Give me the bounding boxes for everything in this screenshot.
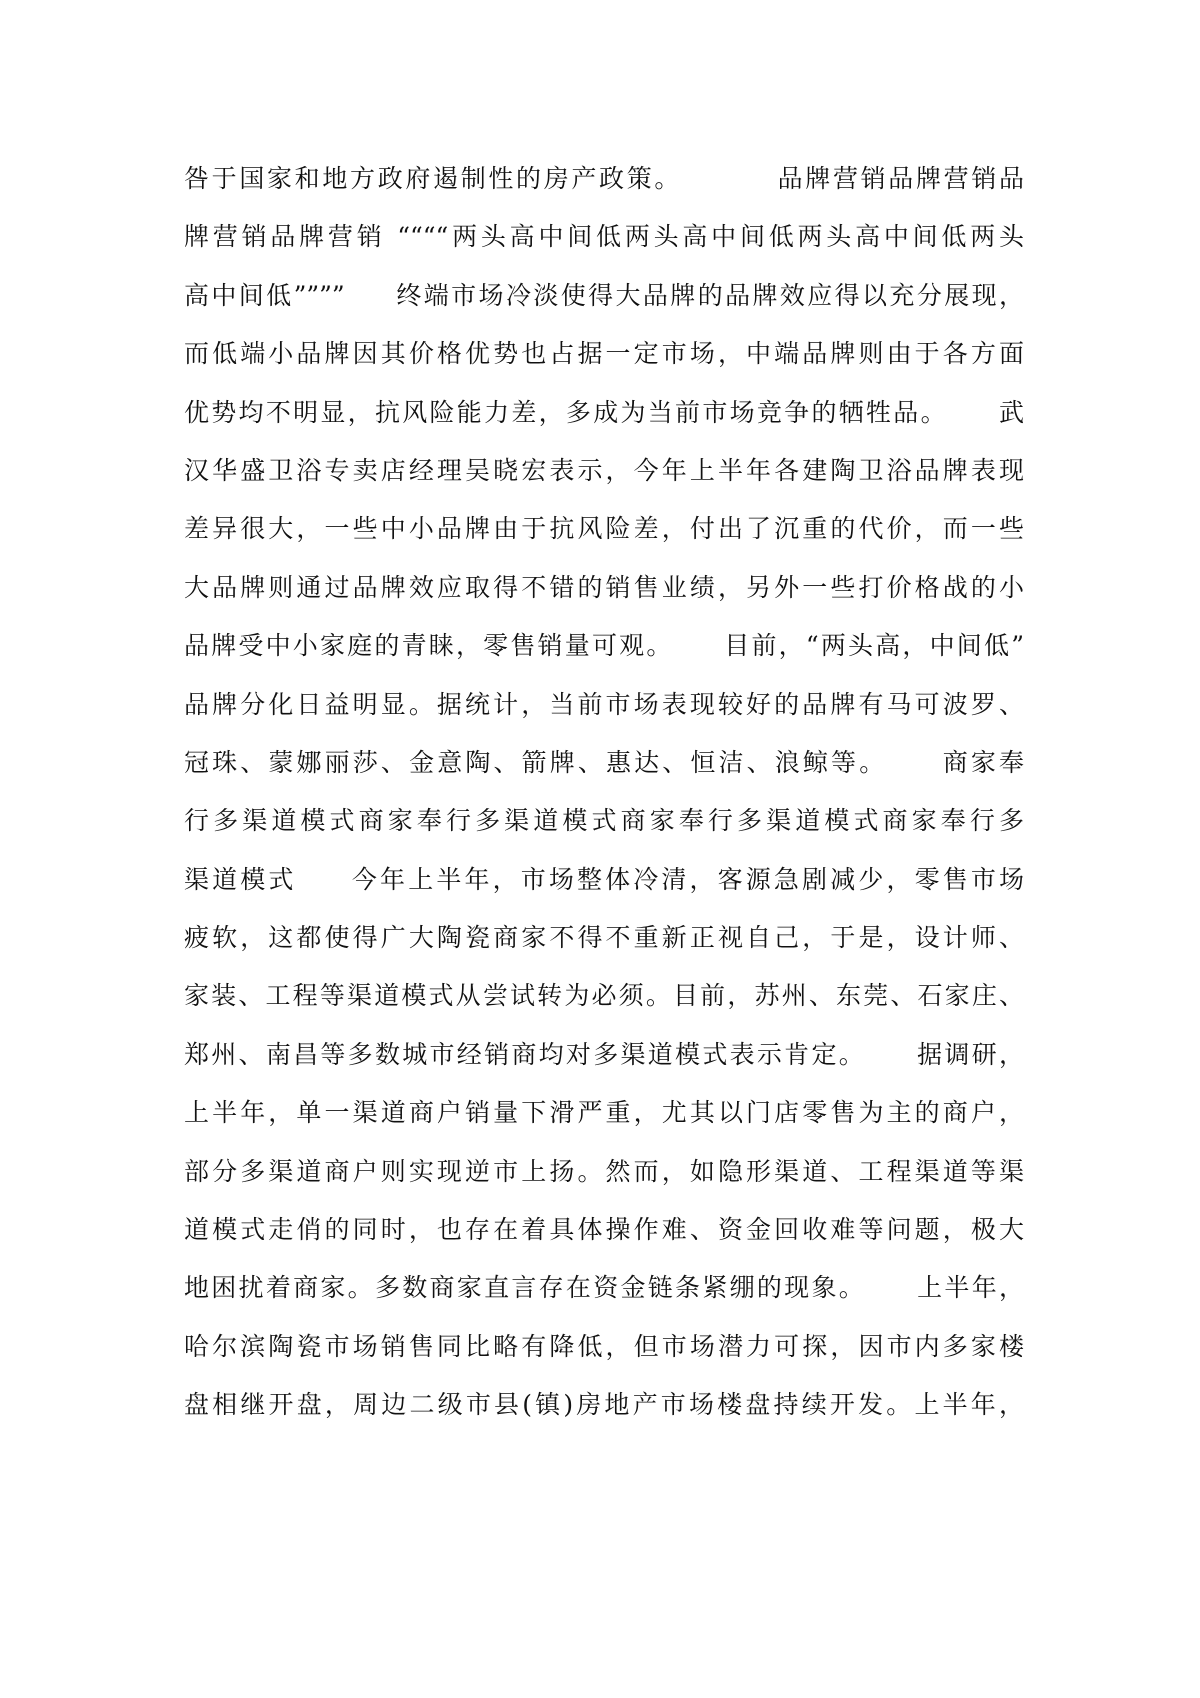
text-line: 地困扰着商家。多数商家直言存在资金链条紧绷的现象。 上半年， — [184, 1273, 1024, 1303]
text-line: 冠珠、蒙娜丽莎、金意陶、箭牌、惠达、恒洁、浪鲸等。 商家奉 — [184, 747, 1024, 777]
text-line: 咎于国家和地方政府遏制性的房产政策。 品牌营销品牌营销品 — [184, 164, 1024, 193]
text-line: 盘相继开盘，周边二级市县(镇)房地产市场楼盘持续开发。上半年， — [184, 1390, 1024, 1420]
text-line: 哈尔滨陶瓷市场销售同比略有降低，但市场潜力可探，因市内多家楼 — [184, 1331, 1024, 1361]
text-line: 高中间低”””” 终端市场冷淡使得大品牌的品牌效应得以充分展现， — [184, 280, 1024, 310]
text-line: 大品牌则通过品牌效应取得不错的销售业绩，另外一些打价格战的小 — [184, 572, 1024, 602]
text-line: 疲软，这都使得广大陶瓷商家不得不重新正视自己，于是，设计师、 — [184, 923, 1024, 953]
text-line: 优势均不明显，抗风险能力差，多成为当前市场竞争的牺牲品。 武 — [184, 397, 1024, 427]
text-line: 家装、工程等渠道模式从尝试转为必须。目前，苏州、东莞、石家庄、 — [184, 981, 1024, 1011]
text-line: 而低端小品牌因其价格优势也占据一定市场，中端品牌则由于各方面 — [184, 339, 1024, 369]
text-line: 郑州、南昌等多数城市经销商均对多渠道模式表示肯定。 据调研， — [184, 1039, 1024, 1069]
text-line: 行多渠道模式商家奉行多渠道模式商家奉行多渠道模式商家奉行多 — [184, 806, 1024, 836]
body-text — [184, 150, 1024, 1435]
text-line: 部分多渠道商户则实现逆市上扬。然而，如隐形渠道、工程渠道等渠 — [184, 1156, 1024, 1186]
text-line: 差异很大，一些中小品牌由于抗风险差，付出了沉重的代价，而一些 — [184, 514, 1024, 544]
text-line: 牌营销品牌营销 ““““两头高中间低两头高中间低两头高中间低两头 — [184, 222, 1024, 252]
text-line: 上半年，单一渠道商户销量下滑严重，尤其以门店零售为主的商户， — [184, 1098, 1024, 1128]
text-line: 品牌分化日益明显。据统计，当前市场表现较好的品牌有马可波罗、 — [184, 689, 1024, 719]
text-line: 道模式走俏的同时，也存在着具体操作难、资金回收难等问题，极大 — [184, 1215, 1024, 1245]
text-line: 渠道模式 今年上半年，市场整体冷清，客源急剧减少，零售市场 — [184, 864, 1024, 894]
text-line: 汉华盛卫浴专卖店经理吴晓宏表示，今年上半年各建陶卫浴品牌表现 — [184, 455, 1024, 485]
text-line: 品牌受中小家庭的青睐，零售销量可观。 目前，“两头高，中间低” — [184, 631, 1024, 661]
